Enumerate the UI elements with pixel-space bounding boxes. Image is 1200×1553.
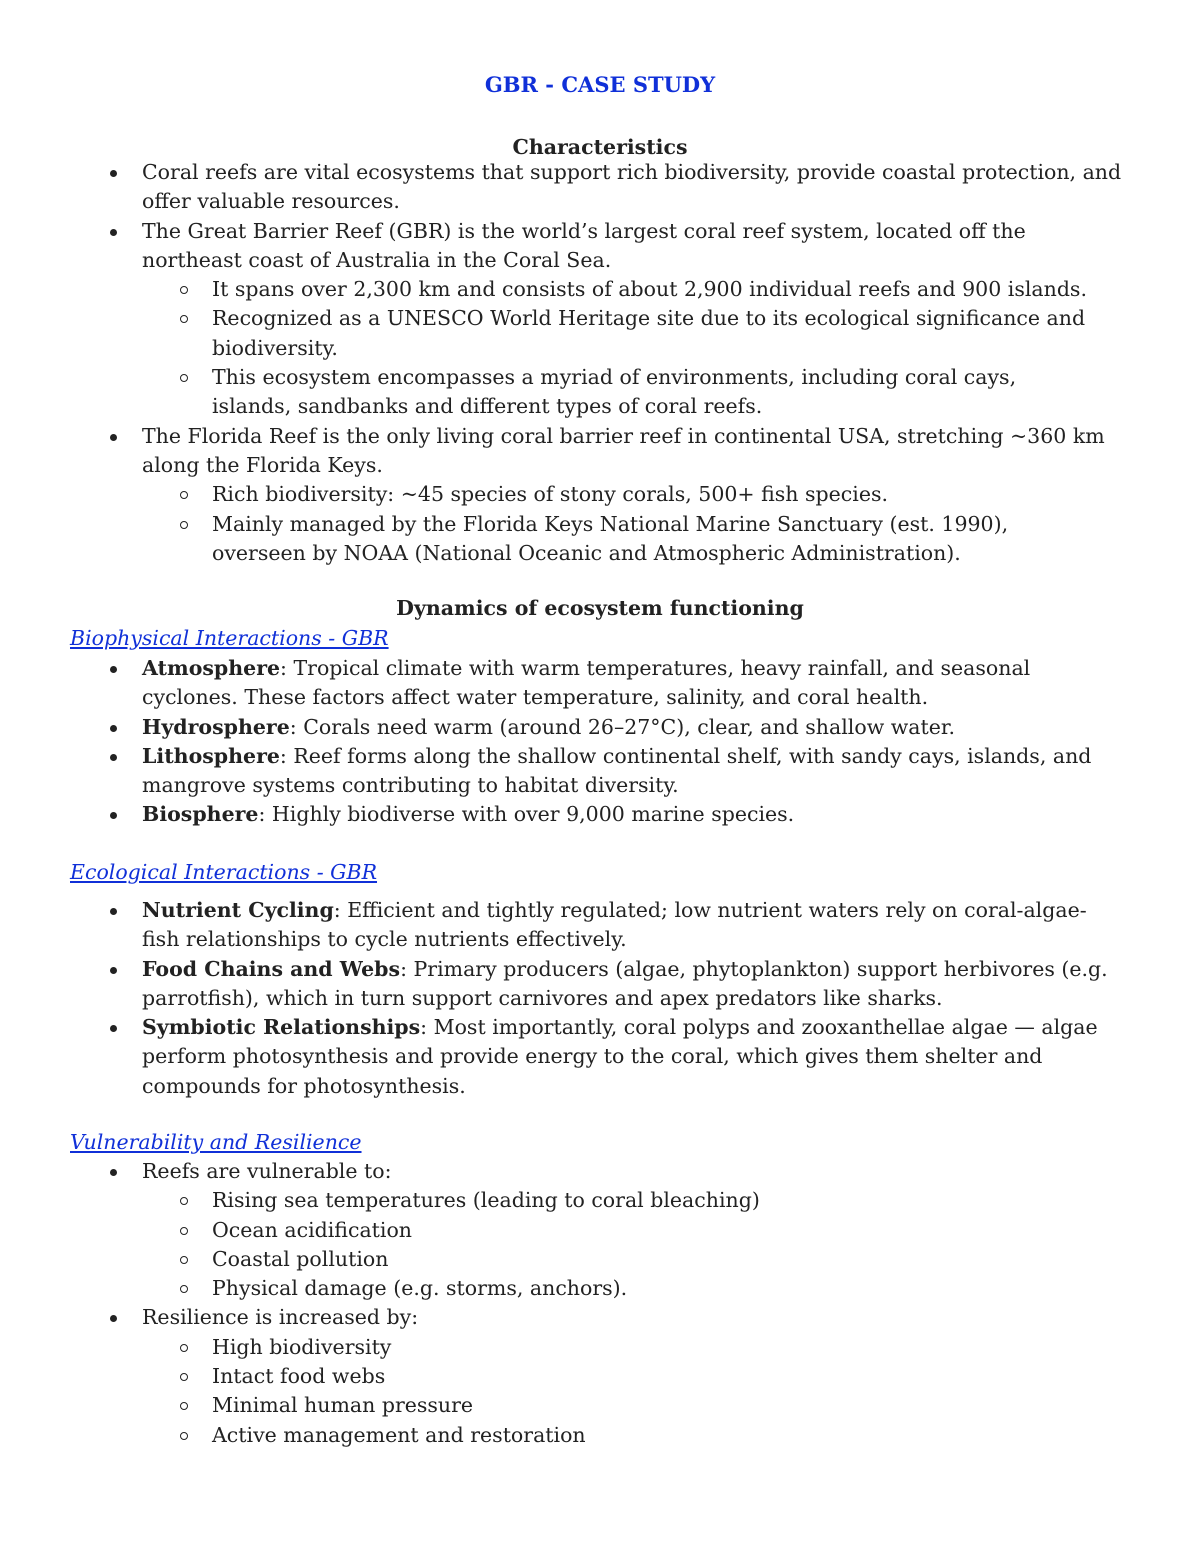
vulnerability-list xyxy=(0,1157,1122,1450)
florida-sub-1: Rich biodiversity: ~45 species of stony corals, 500+ fish species. xyxy=(212,482,888,507)
list-item xyxy=(0,713,1122,742)
list-item xyxy=(142,1421,1122,1450)
term-biosphere: Biosphere xyxy=(142,802,259,827)
resilience-label: Resilience is increased by: xyxy=(142,1305,419,1330)
list-item xyxy=(0,1157,1122,1303)
characteristics-list xyxy=(0,158,1122,568)
characteristics-bullet-3: The Florida Reef is the only living coral barrier reef in continental USA, stretching ~360 km along the Florida Keys. xyxy=(142,423,1105,477)
characteristics-bullet-2: The Great Barrier Reef (GBR) is the world’s largest coral reef system, located off the northeast coast of Australia in the Coral Sea. xyxy=(142,218,1026,272)
list-item xyxy=(142,480,1122,509)
list-item xyxy=(142,1333,1122,1362)
resilience-item: Active management and restoration xyxy=(212,1422,586,1447)
list-item xyxy=(142,363,1072,422)
gbr-sub-1: It spans over 2,300 km and consists of about 2,900 individual reefs and 900 islands. xyxy=(212,277,1087,302)
vulnerable-item: Ocean acidification xyxy=(212,1217,413,1242)
text-biosphere: : Highly biodiverse with over 9,000 marine species. xyxy=(258,802,795,827)
list-item xyxy=(0,742,1122,801)
list-item xyxy=(142,1186,1122,1215)
list-item xyxy=(0,800,1122,829)
list-item xyxy=(142,304,1112,363)
gbr-sub-3: This ecosystem encompasses a myriad of environments, including coral cays, islands, sandbanks and different types of coral reefs. xyxy=(212,365,1017,419)
text-nutrient-cycling: : Efficient and tightly regulated; low nutrient waters rely on coral-algae-fish relationships to cycle nutrients effectively. xyxy=(142,898,1087,952)
gbr-sub-2: Recognized as a UNESCO World Heritage site due to its ecological significance and biodiversity. xyxy=(212,306,1086,360)
vulnerable-sublist xyxy=(142,1186,1122,1303)
biophysical-list xyxy=(0,654,1122,830)
text-symbiotic: : Most importantly, coral polyps and zooxanthellae algae — algae perform photosynthesis and provide energy to the coral, which gives them shelter and compounds for photosynthesis. xyxy=(142,1015,1098,1098)
list-item xyxy=(142,1274,1122,1303)
gbr-sublist xyxy=(142,275,1122,421)
characteristics-bullet-1: Coral reefs are vital ecosystems that support rich biodiversity, provide coastal protection, and offer valuable resources. xyxy=(142,160,1122,214)
term-lithosphere: Lithosphere xyxy=(142,743,280,768)
document-title: GBR - CASE STUDY xyxy=(484,72,716,97)
list-item xyxy=(0,422,1122,568)
text-lithosphere: : Reef forms along the shallow continental shelf, with sandy cays, islands, and mangrove systems contributing to habitat diversity. xyxy=(142,743,1092,798)
list-item xyxy=(0,217,1122,422)
term-hydrosphere: Hydrosphere xyxy=(142,714,290,739)
text-food-chains: : Primary producers (algae, phytoplankton) support herbivores (e.g. parrotfish), which in turn support carnivores and apex predators like sharks. xyxy=(142,956,1108,1010)
vulnerable-item: Physical damage (e.g. storms, anchors). xyxy=(212,1276,628,1301)
characteristics-heading: Characteristics xyxy=(512,135,688,159)
term-atmosphere: Atmosphere xyxy=(142,656,281,680)
list-item xyxy=(0,1303,1122,1449)
vulnerable-item: Rising sea temperatures (leading to coral bleaching) xyxy=(212,1188,760,1213)
list-item xyxy=(142,1362,1122,1391)
text-hydrosphere: : Corals need warm (around 26–27°C), clear, and shallow water. xyxy=(289,714,955,739)
vulnerable-label: Reefs are vulnerable to: xyxy=(142,1159,392,1183)
term-food-chains: Food Chains and Webs xyxy=(142,956,401,981)
term-symbiotic: Symbiotic Relationships xyxy=(142,1015,421,1040)
resilience-item: Minimal human pressure xyxy=(212,1393,474,1418)
florida-sublist xyxy=(142,480,1122,568)
list-item xyxy=(142,1216,1122,1245)
ecological-list xyxy=(0,896,1122,1101)
list-item xyxy=(0,1013,1122,1101)
dynamics-heading: Dynamics of ecosystem functioning xyxy=(396,596,804,620)
resilience-item: Intact food webs xyxy=(212,1364,386,1389)
list-item xyxy=(142,1391,1122,1420)
term-nutrient-cycling: Nutrient Cycling xyxy=(142,898,334,922)
florida-sub-2: Mainly managed by the Florida Keys National Marine Sanctuary (est. 1990), overseen by NOAA (National Oceanic and Atmospheric Administration). xyxy=(212,511,1009,565)
list-item xyxy=(0,896,1122,955)
list-item xyxy=(142,275,1122,304)
list-item xyxy=(142,1245,1122,1274)
biophysical-subhead[interactable]: Biophysical Interactions - GBR xyxy=(70,626,389,650)
resilience-sublist xyxy=(142,1333,1122,1450)
vulnerable-item: Coastal pollution xyxy=(212,1246,389,1271)
ecological-subhead[interactable]: Ecological Interactions - GBR xyxy=(70,860,378,884)
list-item xyxy=(0,158,1122,217)
list-item xyxy=(0,955,1122,1014)
text-atmosphere: : Tropical climate with warm temperatures, heavy rainfall, and seasonal cyclones. These factors affect water temperature, salinity, and coral health. xyxy=(142,656,1031,710)
list-item xyxy=(142,510,1062,569)
list-item xyxy=(0,654,1122,713)
resilience-item: High biodiversity xyxy=(212,1334,392,1359)
vulnerability-subhead[interactable]: Vulnerability and Resilience xyxy=(70,1130,362,1154)
